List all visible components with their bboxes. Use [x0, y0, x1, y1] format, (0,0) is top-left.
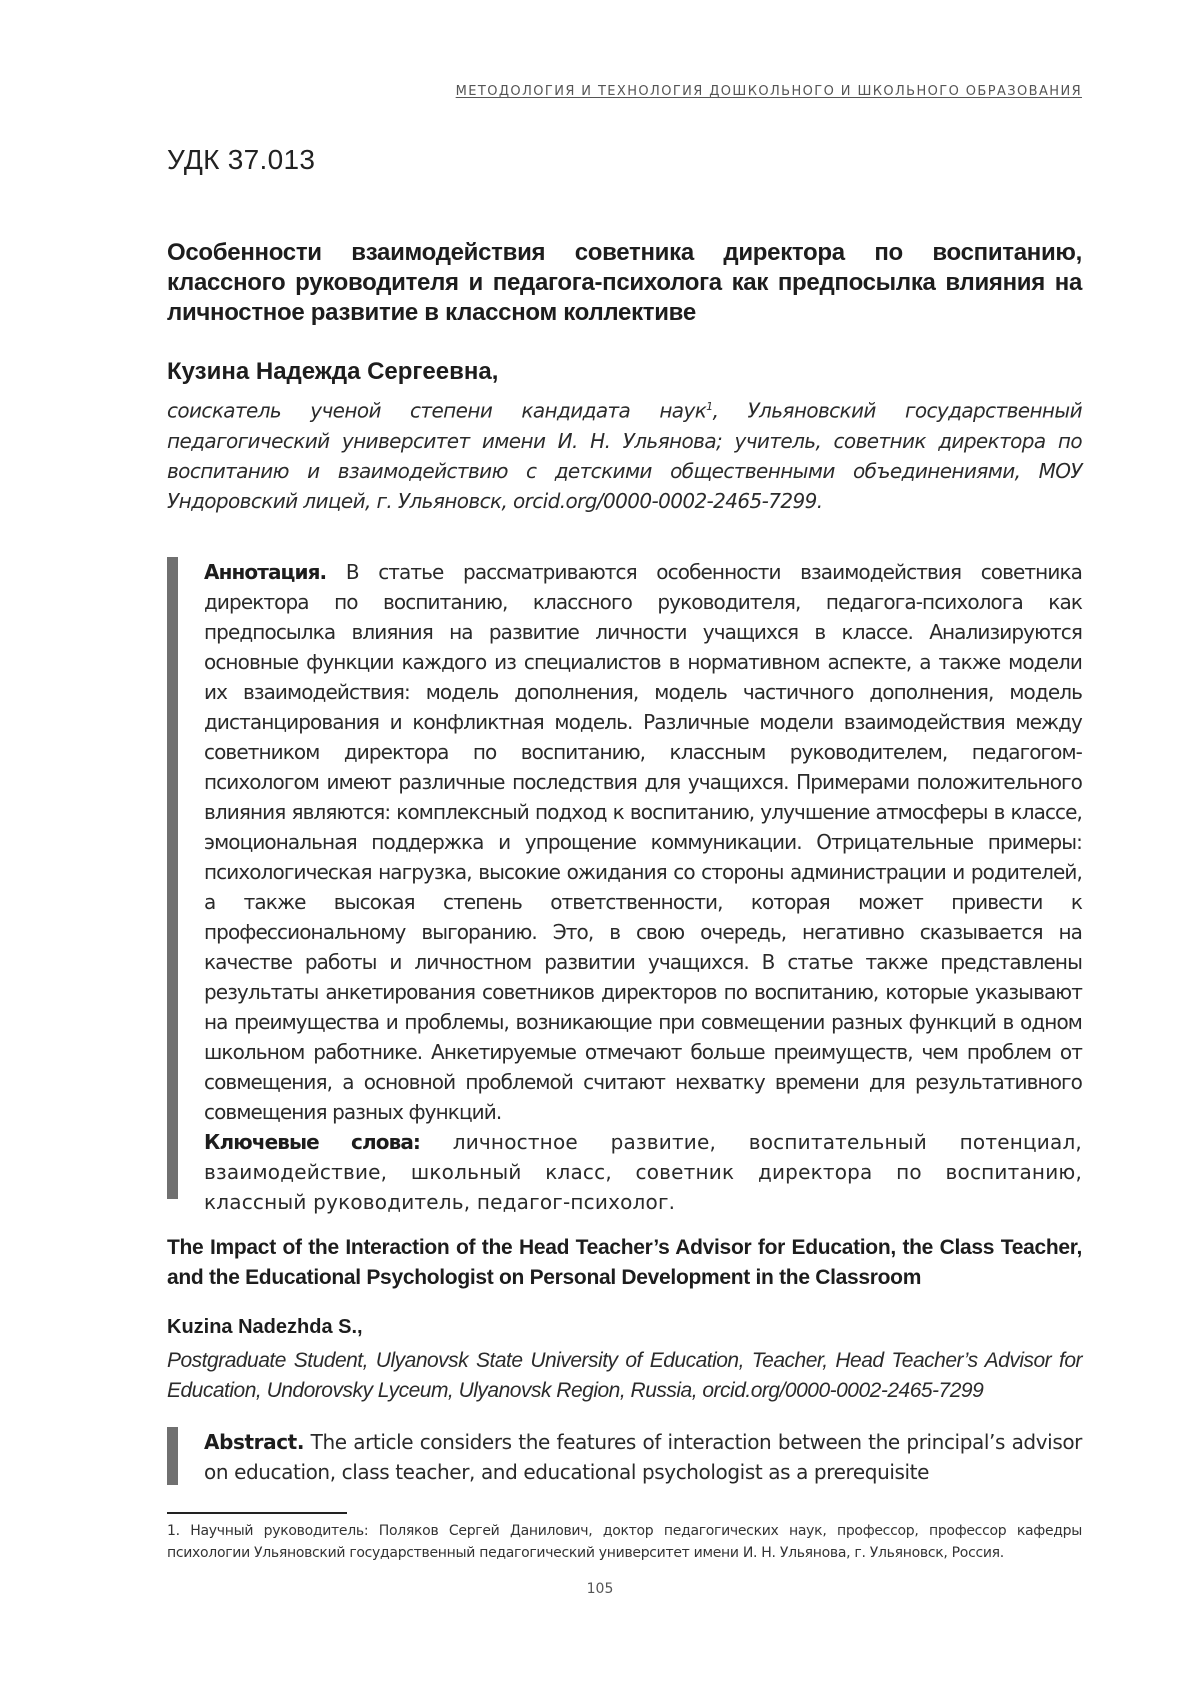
abstract-ru-block	[167, 557, 1082, 1217]
abstract-bar-decoration	[167, 557, 178, 1199]
abstract-en-label: Abstract.	[204, 1430, 305, 1454]
author-name-ru: Кузина Надежда Сергеевна,	[167, 358, 499, 385]
author-name-en: Kuzina Nadezhda S.,	[167, 1316, 363, 1338]
abstract-en-block	[167, 1427, 1082, 1487]
article-title-en: The Impact of the Interaction of the Head Teacher’s Advisor for Education, the Class Teacher, and the Educational Psychologist on Personal Development in the Classroom	[167, 1236, 1082, 1289]
abstract-en-text: The article considers the features of interaction between the principal’s advisor on education, class teacher, and educational psychologist as a prerequisite	[204, 1430, 1082, 1484]
author-affiliation-ru	[167, 392, 1082, 516]
abstract-en	[204, 1427, 1082, 1487]
affiliation-ru-part2: , Ульяновский государственный педагогический университет имени И. Н. Ульянова; учитель, советник директора по воспитанию и взаимодействию с детскими общественными объединениями, МОУ Ундоровский лицей, г. Ульяновск, orcid.org/0000-0002-2465-7299.	[167, 398, 1082, 513]
abstract-bar-decoration	[167, 1427, 178, 1485]
keywords-ru-text: личностное развитие, воспитательный потенциал, взаимодействие, школьный класс, советник директора по воспитанию, классный руководитель, педагог-психолог.	[204, 1130, 1082, 1214]
keywords-ru-label: Ключевые слова:	[204, 1130, 421, 1154]
abstract-ru-text: В статье рассматриваются особенности взаимодействия советника директора по воспитанию, классного руководителя, педагога-психолога как предпосылка влияния на развитие личности учащихся в классе. Анализируются основные функции каждого из специалистов в нормативном аспекте, а также модели их взаимодействия: модель дополнения, модель частичного дополнения, модель дистанцирования и конфликтная модель. Различные модели взаимодействия между советником директора по воспитанию, классным руководителем, педагогом-психологом имеют различные последствия для учащихся. Примерами положительного влияния являются: комплексный подход к воспитанию, улучшение атмосферы в классе, эмоциональная поддержка и упрощение коммуникации. Отрицательные примеры: психологическая нагрузка, высокие ожидания со стороны администрации и родителей, а также высокая степень ответственности, которая может привести к профессиональному выгоранию. Это, в свою очередь, негативно сказывается на качестве работы и личностном развитии учащихся. В статье также представлены результаты анкетирования советников директоров по воспитанию, которые указывают на преимущества и проблемы, возникающие при совмещении разных функций в одном школьном работнике. Анкетируемые отмечают больше преимуществ, чем проблем от совмещения, а основной проблемой считают нехватку времени для результативного совмещения разных функций.	[204, 560, 1082, 1124]
affiliation-ru-part1: соискатель ученой степени кандидата наук	[167, 398, 707, 423]
footnote-mark[interactable]: 1	[706, 400, 713, 413]
abstract-ru-label: Аннотация.	[204, 560, 327, 584]
footnote: 1. Научный руководитель: Поляков Сергей Данилович, доктор педагогических наук, профессор, профессор кафедры психологии Ульяновский государственный педагогический университет имени И. Н. Ульянова, г. Ульяновск, Россия.	[167, 1523, 1082, 1561]
udk-code: УДК 37.013	[167, 144, 316, 175]
footnote-divider	[167, 1512, 347, 1514]
article-title-ru: Особенности взаимодействия советника директора по воспитанию, классного руководителя и педагога-психолога как предпосылка влияния на личностное развитие в классном коллективе	[167, 239, 1082, 326]
abstract-ru	[204, 557, 1082, 1217]
page-number: 105	[586, 1581, 614, 1597]
running-header: МЕТОДОЛОГИЯ И ТЕХНОЛОГИЯ ДОШКОЛЬНОГО И ШКОЛЬНОГО ОБРАЗОВАНИЯ	[455, 84, 1082, 99]
author-affiliation-en: Postgraduate Student, Ulyanovsk State University of Education, Teacher, Head Teacher’s Advisor for Education, Undorovsky Lyceum, Ulyanovsk Region, Russia, orcid.org/0000-0002-2465-7299	[167, 1349, 1082, 1402]
